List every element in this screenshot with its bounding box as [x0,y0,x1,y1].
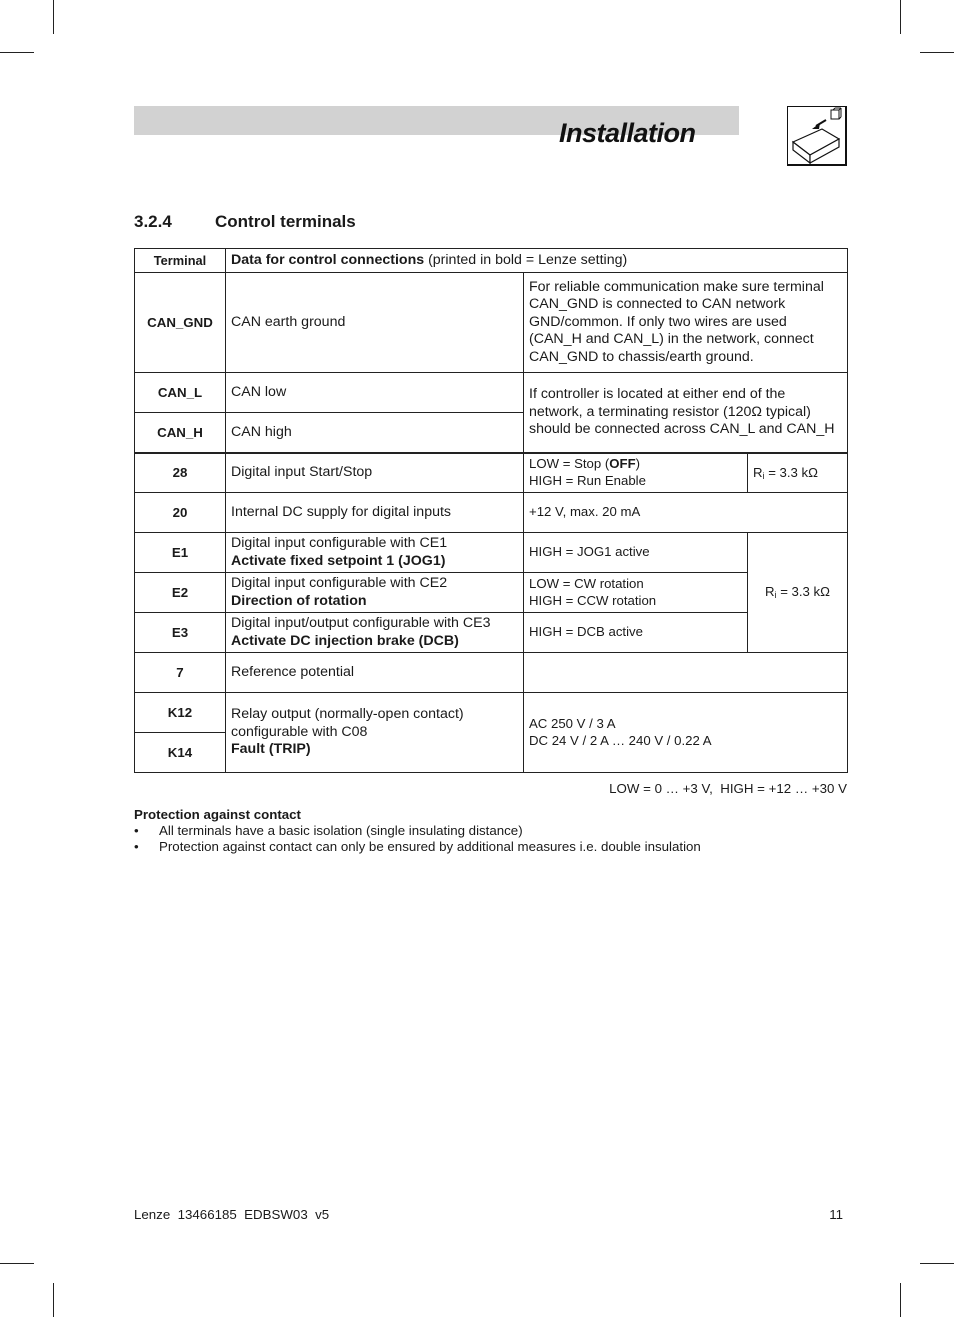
info-low-suffix: ) [635,456,641,472]
section-number: 3.2.4 [134,212,172,231]
table-row [135,693,848,733]
function-cell: CAN earth ground [226,273,524,373]
terminal-cell: 28 [135,453,226,493]
terminal-cell: CAN_L [135,373,226,413]
table-row [135,493,848,533]
info-cell: For reliable communication make sure terminal CAN_GND is connected to CAN network GND/common. If only two wires are used (CAN_H and CAN_L) in the network, connect CAN_GND to chassis/earth ground. [524,273,848,373]
terminal-cell: K12 [135,693,226,733]
terminal-cell: CAN_GND [135,273,226,373]
ri-label: R [765,584,775,600]
page-header-title: Installation [559,118,696,148]
function-cell: CAN low [226,373,524,413]
header-data [226,249,848,273]
section-title: Control terminals [215,212,356,231]
bullet: • [134,823,139,838]
function-cell [226,533,524,573]
lenze-setting: Direction of rotation [231,592,367,609]
footer-page-number: 11 [829,1207,843,1222]
header-terminal: Terminal [135,249,226,273]
bullet: • [134,839,139,854]
function-cell: Digital input Start/Stop [226,453,524,493]
crop-mark [0,1263,34,1264]
function-cell [226,613,524,653]
info-low: LOW = CW rotation [529,576,644,591]
protection-section [134,807,701,855]
crop-mark [900,0,901,34]
header-data-bold: Data for control connections [231,251,425,268]
signal-level-legend: LOW = 0 … +3 V, HIGH = +12 … +30 V [609,781,847,796]
crop-mark [53,1283,54,1317]
table-header-row [135,249,848,273]
info-dc: DC 24 V / 2 A … 240 V / 0.22 A [529,732,712,748]
info-cell: +12 V, max. 20 mA [524,493,848,533]
info-cell [524,573,748,613]
list-item-text: All terminals have a basic isolation (single insulating distance) [159,823,523,838]
ri-value: = 3.3 kΩ [764,464,819,480]
info-high: HIGH = Run Enable [529,472,646,488]
installation-box-icon [787,106,847,166]
crop-mark [920,1263,954,1264]
info-low-bold: OFF [609,456,636,472]
terminal-cell: E2 [135,573,226,613]
ri-sub: i [762,470,765,481]
section-heading [134,212,356,232]
terminal-cell: CAN_H [135,413,226,453]
crop-mark [53,0,54,34]
info-cell [524,453,748,493]
table-row [135,533,848,573]
resistance-cell [748,453,848,493]
ri-value: = 3.3 kΩ [776,584,831,600]
terminal-cell: 7 [135,653,226,693]
ri-sub: i [774,590,777,601]
info-high: HIGH = CCW rotation [529,592,657,608]
info-ac: AC 250 V / 3 A [529,716,616,731]
terminal-cell: 20 [135,493,226,533]
terminal-cell: E3 [135,613,226,653]
table-row [135,653,848,693]
function-text: Relay output (normally-open contact) [231,706,464,723]
table-row [135,373,848,413]
table-row [135,273,848,373]
crop-mark [920,52,954,53]
info-cell: HIGH = JOG1 active [524,533,748,573]
function-text: Digital input configurable with CE1 [231,535,448,551]
header-data-note: (printed in bold = Lenze setting) [424,251,628,268]
footer-document-id: Lenze 13466185 EDBSW03 v5 [134,1207,330,1222]
table-row [135,573,848,613]
list-item [134,839,701,855]
list-item-text: Protection against contact can only be ensured by additional measures i.e. double insulation [159,839,701,854]
crop-mark [0,52,34,53]
lenze-setting: Activate DC injection brake (DCB) [231,632,459,649]
function-cell: CAN high [226,413,524,453]
function-text: Digital input configurable with CE2 [231,575,448,591]
protection-title: Protection against contact [134,807,301,822]
function-cell [226,693,524,773]
lenze-setting: Activate fixed setpoint 1 (JOG1) [231,552,446,569]
list-item [134,823,701,839]
function-text: configurable with C08 [231,723,368,740]
table-row [135,613,848,653]
crop-mark [900,1283,901,1317]
function-cell: Internal DC supply for digital inputs [226,493,524,533]
lenze-setting: Fault (TRIP) [231,741,311,758]
control-terminals-table [134,248,848,773]
info-cell: HIGH = DCB active [524,613,748,653]
info-cell [524,693,848,773]
info-low-prefix: LOW = Stop ( [529,456,610,472]
function-cell [226,573,524,613]
terminal-cell: K14 [135,733,226,773]
table-row [135,453,848,493]
resistance-cell [748,533,848,653]
info-cell: If controller is located at either end of the network, a terminating resistor (120Ω typical) should be connected across CAN_L and CAN_H [524,373,848,453]
function-cell: Reference potential [226,653,524,693]
ri-label: R [753,464,763,480]
terminal-cell: E1 [135,533,226,573]
function-text: Digital input/output configurable with CE3 [231,615,491,631]
info-low [529,456,742,473]
info-cell [524,653,848,693]
